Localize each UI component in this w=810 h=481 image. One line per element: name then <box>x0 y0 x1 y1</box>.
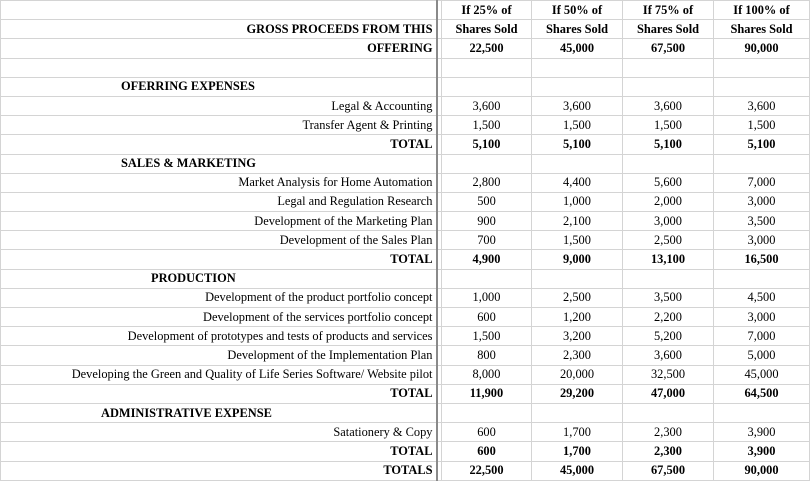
empty-cell <box>442 269 532 288</box>
section-total-value: 2,300 <box>623 442 714 461</box>
section-total-value: 13,100 <box>623 250 714 269</box>
line-item-label: Legal and Regulation Research <box>1 192 437 211</box>
line-item-label: Development of the Implementation Plan <box>1 346 437 365</box>
grand-total-label: TOTALS <box>1 461 437 480</box>
empty-cell <box>714 269 810 288</box>
line-item-value: 1,000 <box>442 288 532 307</box>
grand-total-value: 22,500 <box>442 461 532 480</box>
header-row-1 <box>1 1 810 20</box>
section-header-row <box>1 269 810 288</box>
line-item-value: 1,000 <box>532 192 623 211</box>
line-item-value: 1,500 <box>532 116 623 135</box>
section-total-value: 5,100 <box>623 135 714 154</box>
spacer-cell <box>714 58 810 77</box>
line-item-label: Legal & Accounting <box>1 96 437 115</box>
col-header-100: If 100% of <box>714 1 810 20</box>
header-row-3 <box>1 39 810 58</box>
line-item-value: 45,000 <box>714 365 810 384</box>
section-total-label: TOTAL <box>1 135 437 154</box>
section-total-value: 3,900 <box>714 442 810 461</box>
section-total-value: 29,200 <box>532 384 623 403</box>
empty-cell <box>714 77 810 96</box>
table-row <box>1 288 810 307</box>
line-item-value: 1,500 <box>442 116 532 135</box>
section-title: SALES & MARKETING <box>1 154 437 173</box>
table-row <box>1 212 810 231</box>
col-subheader-100: Shares Sold <box>714 20 810 39</box>
table-row <box>1 231 810 250</box>
empty-cell <box>532 77 623 96</box>
section-total-row <box>1 384 810 403</box>
empty-cell <box>623 154 714 173</box>
empty-cell <box>714 403 810 422</box>
line-item-label: Development of the Marketing Plan <box>1 212 437 231</box>
empty-cell <box>532 269 623 288</box>
section-title: OFERRING EXPENSES <box>1 77 437 96</box>
line-item-label: Developing the Green and Quality of Life Series Software/ Website pilot <box>1 365 437 384</box>
table-row <box>1 96 810 115</box>
line-item-value: 800 <box>442 346 532 365</box>
line-item-value: 2,300 <box>532 346 623 365</box>
section-total-value: 11,900 <box>442 384 532 403</box>
line-item-label: Development of the product portfolio concept <box>1 288 437 307</box>
proceeds-50: 45,000 <box>532 39 623 58</box>
section-total-row <box>1 135 810 154</box>
line-item-value: 2,800 <box>442 173 532 192</box>
line-item-label: Development of prototypes and tests of products and services <box>1 327 437 346</box>
section-total-value: 1,700 <box>532 442 623 461</box>
line-item-value: 2,200 <box>623 308 714 327</box>
spacer-cell <box>442 58 532 77</box>
table-row <box>1 365 810 384</box>
section-total-value: 47,000 <box>623 384 714 403</box>
section-title: PRODUCTION <box>1 269 437 288</box>
line-item-value: 1,200 <box>532 308 623 327</box>
spacer-row <box>1 58 810 77</box>
table-body <box>1 1 810 481</box>
line-item-value: 3,600 <box>623 346 714 365</box>
section-total-value: 16,500 <box>714 250 810 269</box>
line-item-value: 3,500 <box>623 288 714 307</box>
empty-cell <box>623 403 714 422</box>
table-row <box>1 308 810 327</box>
empty-cell <box>714 154 810 173</box>
grand-total-value: 45,000 <box>532 461 623 480</box>
section-total-value: 9,000 <box>532 250 623 269</box>
section-total-row <box>1 442 810 461</box>
section-total-value: 5,100 <box>442 135 532 154</box>
line-item-value: 3,000 <box>623 212 714 231</box>
line-item-value: 3,600 <box>623 96 714 115</box>
line-item-value: 600 <box>442 423 532 442</box>
empty-cell <box>532 403 623 422</box>
line-item-value: 500 <box>442 192 532 211</box>
line-item-value: 5,000 <box>714 346 810 365</box>
col-header-50: If 50% of <box>532 1 623 20</box>
header-row-2 <box>1 20 810 39</box>
line-item-value: 2,300 <box>623 423 714 442</box>
line-item-value: 20,000 <box>532 365 623 384</box>
col-header-75: If 75% of <box>623 1 714 20</box>
offering-title: OFFERING <box>1 39 437 58</box>
line-item-value: 4,500 <box>714 288 810 307</box>
line-item-value: 3,500 <box>714 212 810 231</box>
section-header-row <box>1 403 810 422</box>
table-row <box>1 327 810 346</box>
grand-total-value: 90,000 <box>714 461 810 480</box>
grand-total-row <box>1 461 810 480</box>
gross-proceeds-title: GROSS PROCEEDS FROM THIS <box>1 20 437 39</box>
section-total-value: 5,100 <box>532 135 623 154</box>
line-item-value: 3,600 <box>442 96 532 115</box>
line-item-value: 7,000 <box>714 173 810 192</box>
empty-cell <box>442 154 532 173</box>
section-header-row <box>1 154 810 173</box>
line-item-value: 1,500 <box>623 116 714 135</box>
line-item-value: 1,700 <box>532 423 623 442</box>
line-item-value: 1,500 <box>532 231 623 250</box>
section-total-row <box>1 250 810 269</box>
col-subheader-75: Shares Sold <box>623 20 714 39</box>
section-total-value: 64,500 <box>714 384 810 403</box>
line-item-value: 700 <box>442 231 532 250</box>
line-item-value: 1,500 <box>442 327 532 346</box>
line-item-value: 600 <box>442 308 532 327</box>
section-total-value: 600 <box>442 442 532 461</box>
line-item-value: 8,000 <box>442 365 532 384</box>
header-spacer-cell <box>1 1 437 20</box>
line-item-value: 5,600 <box>623 173 714 192</box>
col-header-25: If 25% of <box>442 1 532 20</box>
line-item-value: 2,100 <box>532 212 623 231</box>
section-total-value: 5,100 <box>714 135 810 154</box>
line-item-value: 3,200 <box>532 327 623 346</box>
line-item-value: 2,000 <box>623 192 714 211</box>
empty-cell <box>532 154 623 173</box>
line-item-value: 3,000 <box>714 231 810 250</box>
line-item-value: 1,500 <box>714 116 810 135</box>
line-item-value: 3,900 <box>714 423 810 442</box>
empty-cell <box>623 269 714 288</box>
table-row <box>1 423 810 442</box>
spacer-cell <box>623 58 714 77</box>
line-item-label: Development of the services portfolio concept <box>1 308 437 327</box>
table-row <box>1 346 810 365</box>
table-row <box>1 192 810 211</box>
line-item-value: 2,500 <box>623 231 714 250</box>
empty-cell <box>442 77 532 96</box>
col-subheader-50: Shares Sold <box>532 20 623 39</box>
line-item-value: 900 <box>442 212 532 231</box>
section-total-value: 4,900 <box>442 250 532 269</box>
proceeds-100: 90,000 <box>714 39 810 58</box>
section-total-label: TOTAL <box>1 442 437 461</box>
line-item-value: 7,000 <box>714 327 810 346</box>
line-item-value: 2,500 <box>532 288 623 307</box>
table-row <box>1 173 810 192</box>
section-title: ADMINISTRATIVE EXPENSE <box>1 403 437 422</box>
line-item-label: Market Analysis for Home Automation <box>1 173 437 192</box>
proceeds-75: 67,500 <box>623 39 714 58</box>
line-item-value: 3,600 <box>714 96 810 115</box>
line-item-label: Satationery & Copy <box>1 423 437 442</box>
proceeds-25: 22,500 <box>442 39 532 58</box>
col-subheader-25: Shares Sold <box>442 20 532 39</box>
spacer-cell <box>1 58 437 77</box>
line-item-value: 3,000 <box>714 192 810 211</box>
line-item-label: Transfer Agent & Printing <box>1 116 437 135</box>
empty-cell <box>442 403 532 422</box>
section-header-row <box>1 77 810 96</box>
section-total-label: TOTAL <box>1 250 437 269</box>
line-item-value: 5,200 <box>623 327 714 346</box>
line-item-value: 4,400 <box>532 173 623 192</box>
section-total-label: TOTAL <box>1 384 437 403</box>
grand-total-value: 67,500 <box>623 461 714 480</box>
line-item-label: Development of the Sales Plan <box>1 231 437 250</box>
line-item-value: 32,500 <box>623 365 714 384</box>
line-item-value: 3,000 <box>714 308 810 327</box>
empty-cell <box>623 77 714 96</box>
table-row <box>1 116 810 135</box>
line-item-value: 3,600 <box>532 96 623 115</box>
spacer-cell <box>532 58 623 77</box>
